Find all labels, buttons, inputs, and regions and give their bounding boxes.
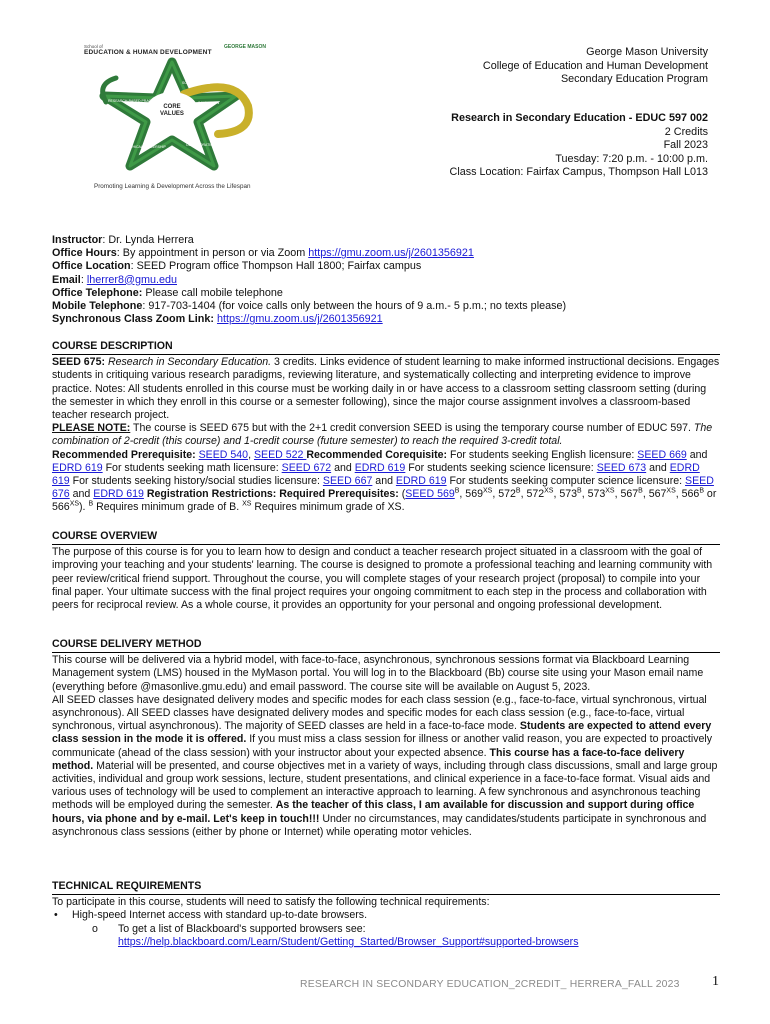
bullet-icon: • <box>54 909 58 922</box>
please-note <box>52 422 720 448</box>
coreq-and-4: and <box>372 475 396 488</box>
coreq-cs: For students seeking computer science licensure: <box>446 475 686 488</box>
restriction-text: , 567 <box>614 488 639 501</box>
instructor-value: : Dr. Lynda Herrera <box>102 234 194 246</box>
course-description-body <box>52 356 720 514</box>
restrictions-label: Registration Restrictions: Required Prerequisites: <box>143 488 399 501</box>
page-number: 1 <box>712 974 719 989</box>
restriction-text: , 572 <box>520 488 545 501</box>
office-location-line <box>52 260 720 273</box>
delivery-bold-contact: As the teacher of this class, I am available for discussion and support during office hours, via phone and by e-mail. Let's keep in touch!!! <box>52 799 695 825</box>
course-title: Research in Secondary Education - EDUC 597 002 <box>451 112 708 124</box>
coreq-seed-672[interactable]: SEED 672 <box>281 461 332 474</box>
course-description-section <box>52 340 720 515</box>
coreq-label: Recommended Corequisite: <box>306 448 448 461</box>
coreq-science: For students seeking science licensure: <box>405 461 597 474</box>
grade-sup: B <box>577 487 582 495</box>
email-line <box>52 274 720 287</box>
logo-college-name: EDUCATION & HUMAN DEVELOPMENT <box>84 49 212 56</box>
technical-requirements-heading: TECHNICAL REQUIREMENTS <box>52 880 720 895</box>
coreq-math: For students seeking math licensure: <box>102 461 282 474</box>
sub-bullet-text: To get a list of Blackboard's supported browsers see: <box>118 922 366 935</box>
university-header <box>483 46 708 87</box>
restriction-text: , 572 <box>492 488 516 501</box>
grade-sup: XS <box>69 500 80 508</box>
coreq-edrd-619-5[interactable]: EDRD 619 <box>93 488 144 501</box>
coreq-edrd-619-1[interactable]: EDRD 619 <box>52 461 103 474</box>
coreq-and-2: and <box>331 461 355 474</box>
coreq-and-1: and <box>686 448 708 461</box>
delivery-paragraph-2 <box>52 694 720 839</box>
course-delivery-body <box>52 654 720 839</box>
course-credits: 2 Credits <box>664 125 708 138</box>
grade-b-note: Requires minimum grade of B. <box>93 501 243 514</box>
office-hours-label: Office Hours <box>52 247 117 260</box>
restrictions-open: ( <box>398 488 406 501</box>
grade-sup: B <box>454 487 460 495</box>
prereq-sep: , <box>248 448 254 461</box>
restriction-text: , 573 <box>581 488 606 501</box>
university-name: George Mason University <box>586 46 708 58</box>
course-delivery-section <box>52 638 720 839</box>
grade-sup: XS <box>242 500 252 508</box>
seed-title: Research in Secondary Education. <box>107 356 272 369</box>
logo-arm-collaboration: COLLABORATION <box>186 143 216 147</box>
bullet-text: High-speed Internet access with standard up-to-date browsers. <box>72 909 368 922</box>
list-item <box>52 923 720 949</box>
office-hours-line <box>52 247 720 260</box>
grade-sup: XS <box>544 487 554 495</box>
coreq-seed-667[interactable]: SEED 667 <box>322 475 373 488</box>
coreq-history: For students seeking history/social studies licensure: <box>69 475 323 488</box>
technical-intro: To participate in this course, students will need to satisfy the following technical requirements: <box>52 896 490 909</box>
blackboard-browser-support-link[interactable]: https://help.blackboard.com/Learn/Student/Getting_Started/Browser_Support#supported-browsers <box>118 935 579 948</box>
please-note-italic: The combination of 2-credit (this course) and 1-credit course (future semester) to reach the required 3-credit total. <box>52 422 713 448</box>
restriction-text: , 566 <box>675 488 700 501</box>
logo-values-label: VALUES <box>160 111 184 117</box>
list-item <box>52 909 720 922</box>
grade-sup: XS <box>666 487 676 495</box>
logo-core-label: CORE <box>163 104 181 110</box>
coreq-and-5: and <box>69 488 94 501</box>
grade-sup: B <box>88 500 94 508</box>
delivery-bold-method: This course has a face-to-face delivery method. <box>52 746 685 772</box>
coreq-edrd-619-4[interactable]: EDRD 619 <box>395 475 447 488</box>
mobile-telephone-line <box>52 300 720 313</box>
grade-sup: XS <box>605 487 615 495</box>
college-name: College of Education and Human Development <box>482 59 708 72</box>
email-separator: : <box>80 273 87 286</box>
restriction-text: , 573 <box>553 488 578 501</box>
office-telephone-value: Please call mobile telephone <box>142 286 283 299</box>
zoom-link-line <box>52 313 720 326</box>
running-footer: RESEARCH IN SECONDARY EDUCATION_2CREDIT_ HERRERA_FALL 2023 <box>300 979 680 990</box>
delivery-text: Material will be presented, and course objectives met in a variety of ways, including through class discussions, small and large group activities, individual and group work sessions, lecture, student presentations, and clinical experience in a face-to-face format. Visual aids and various uses of technology will be used to complement an interactive approach to learning. A few synchronous and asynchronous teaching methods will be employed during the semester. <box>52 759 718 812</box>
coreq-english: For students seeking English licensure: <box>447 448 638 461</box>
restriction-text: ). <box>79 501 89 514</box>
grade-sup: B <box>699 487 704 495</box>
logo-arm-ethical-leadership: ETHICAL LEADERSHIP <box>128 145 166 149</box>
restriction-text: or 566 <box>52 488 717 514</box>
please-note-label: PLEASE NOTE: <box>52 422 131 435</box>
instructor-info <box>52 234 720 326</box>
logo-school-of: School of <box>84 44 103 49</box>
grade-xs-note: Requires minimum grade of XS. <box>251 501 405 514</box>
please-note-text: The course is SEED 675 but with the 2+1 credit conversion SEED is using the temporary course number of EDUC 597. <box>130 422 694 435</box>
restriction-text: , 567 <box>642 488 667 501</box>
course-description-heading: COURSE DESCRIPTION <box>52 340 720 355</box>
logo-arm-innovation: INNOVATION <box>198 101 220 105</box>
office-location-value: : SEED Program office Thompson Hall 1800; Fairfax campus <box>130 260 422 273</box>
gmu-mark: GEORGE MASON <box>224 44 266 50</box>
mobile-telephone-value: : 917-703-1404 (for voice calls only between the hours of 9 a.m.- 5 p.m.; no texts please) <box>142 300 567 313</box>
instructor-label: Instructor <box>52 234 103 246</box>
delivery-text: Under no circumstances, may candidates/students participate in synchronous and asynchronous class sessions (either by phone or Internet) while operating motor vehicles. <box>52 812 707 838</box>
mobile-telephone-label: Mobile Telephone <box>52 300 143 313</box>
delivery-bold-attendance: Students are expected to attend every class session in the mode it is offered. <box>52 720 712 746</box>
course-overview-section <box>52 530 720 612</box>
coreq-and-3: and <box>646 461 670 474</box>
restriction-seed-569[interactable]: SEED 569 <box>405 488 455 501</box>
grade-sup: XS <box>482 487 493 495</box>
zoom-link[interactable]: https://gmu.zoom.us/j/2601356921 <box>216 313 383 326</box>
course-meeting-time: Tuesday: 7:20 p.m. - 10:00 p.m. <box>555 152 708 165</box>
office-telephone-label: Office Telephone: <box>52 286 143 299</box>
grade-sup: B <box>515 487 521 495</box>
coreq-seed-673[interactable]: SEED 673 <box>596 461 647 474</box>
prereq-seed-540[interactable]: SEED 540 <box>198 448 249 461</box>
logo-arm-social-justice: SOCIAL JUSTICE <box>182 81 211 85</box>
core-values-star-icon <box>86 54 258 178</box>
email-label: Email <box>52 273 81 286</box>
prereq-label: Recommended Prerequisite: <box>52 448 199 461</box>
requisites <box>52 449 720 515</box>
delivery-paragraph-1: This course will be delivered via a hybrid model, with face-to-face, asynchronous, synchronous sessions format via Blackboard Learning Management system (LMS) housed in the MyMason portal. You will log in to the Blackboard (Bb) course site using your Mason email name (everything before @masonlive.gmu.edu) and email password. The course site will be available on August 5, 2023. <box>52 654 704 693</box>
delivery-text: All SEED classes have designated delivery modes and specific modes for each class session (e.g., face-to-face, virtual synchronous, virtual asynchronous). All SEED classes have designated delivery modes and specific modes for each class session (e.g., face-to-face, virtual synchronous, virtual asynchronous). The majority of SEED classes are held in a face-to-face mode. <box>52 693 707 733</box>
coreq-seed-676[interactable]: SEED 676 <box>52 475 714 501</box>
zoom-link-label: Synchronous Class Zoom Link: <box>52 313 214 326</box>
office-location-label: Office Location <box>52 260 131 273</box>
sub-bullet-icon: o <box>92 922 98 935</box>
course-header <box>450 112 708 180</box>
course-location: Class Location: Fairfax Campus, Thompson Hall L013 <box>449 166 708 179</box>
technical-requirements-body <box>52 896 720 949</box>
technical-requirements-section <box>52 880 720 949</box>
logo-tagline: Promoting Learning & Development Across the Lifespan <box>94 183 251 190</box>
office-hours-zoom-link[interactable]: https://gmu.zoom.us/j/2601356921 <box>308 247 474 260</box>
course-overview-heading: COURSE OVERVIEW <box>52 530 720 545</box>
program-name: Secondary Education Program <box>560 73 708 86</box>
course-term: Fall 2023 <box>663 139 708 152</box>
seed-description <box>52 356 720 422</box>
course-overview-body: The purpose of this course is for you to learn how to design and conduct a teacher research project situated in a classroom with the goal of improving your teaching and your students' learning. The course is designed to promote a professional teaching and learning community with peer review/critical friend support. Throughout the course, you will complete stages of your research project (proposal) to compile into your final paper. Your ultimate success with the final project requires your ongoing commitment to each step in the process and collaboration with peers for reciprocal review. As a whole course, it provides an opportunity for your personal and ongoing professional development. <box>52 546 713 612</box>
coreq-edrd-619-3[interactable]: EDRD 619 <box>52 461 700 488</box>
seed-code: SEED 675: <box>52 356 105 369</box>
cehd-logo <box>84 36 266 192</box>
instructor-line <box>52 234 720 247</box>
seed-text: 3 credits. Links evidence of student learning to make informed instructional decisions. Engages students in critiquing various research paradigms, reviewing literature, and systematically collecting and interpreting evidence to improve practice. Notes: All students enrolled in this course must be working daily in or have access to a classroom setting classroom setting (during the semester in which they enroll in this course or a semester following), since the major course assignment involves a classroom-based teacher research project. <box>52 356 720 422</box>
coreq-edrd-619-2[interactable]: EDRD 619 <box>354 461 406 474</box>
delivery-text: If you must miss a class session for illness or another valid reason, you are expected to proactively communicate (ahead of the class session) with your instructor about your expected absence. <box>52 733 713 759</box>
office-hours-value: : By appointment in person or via Zoom <box>116 247 309 260</box>
email-link[interactable]: lherrer8@gmu.edu <box>86 273 177 286</box>
logo-arm-research-based: RESEARCH-BASED PRACTICE <box>108 99 160 103</box>
coreq-seed-669[interactable]: SEED 669 <box>637 448 687 461</box>
grade-sup: B <box>638 487 643 495</box>
restriction-text: , 569 <box>459 488 483 501</box>
office-telephone-line <box>52 287 720 300</box>
prereq-seed-522[interactable]: SEED 522 <box>253 448 307 461</box>
course-delivery-heading: COURSE DELIVERY METHOD <box>52 638 720 653</box>
